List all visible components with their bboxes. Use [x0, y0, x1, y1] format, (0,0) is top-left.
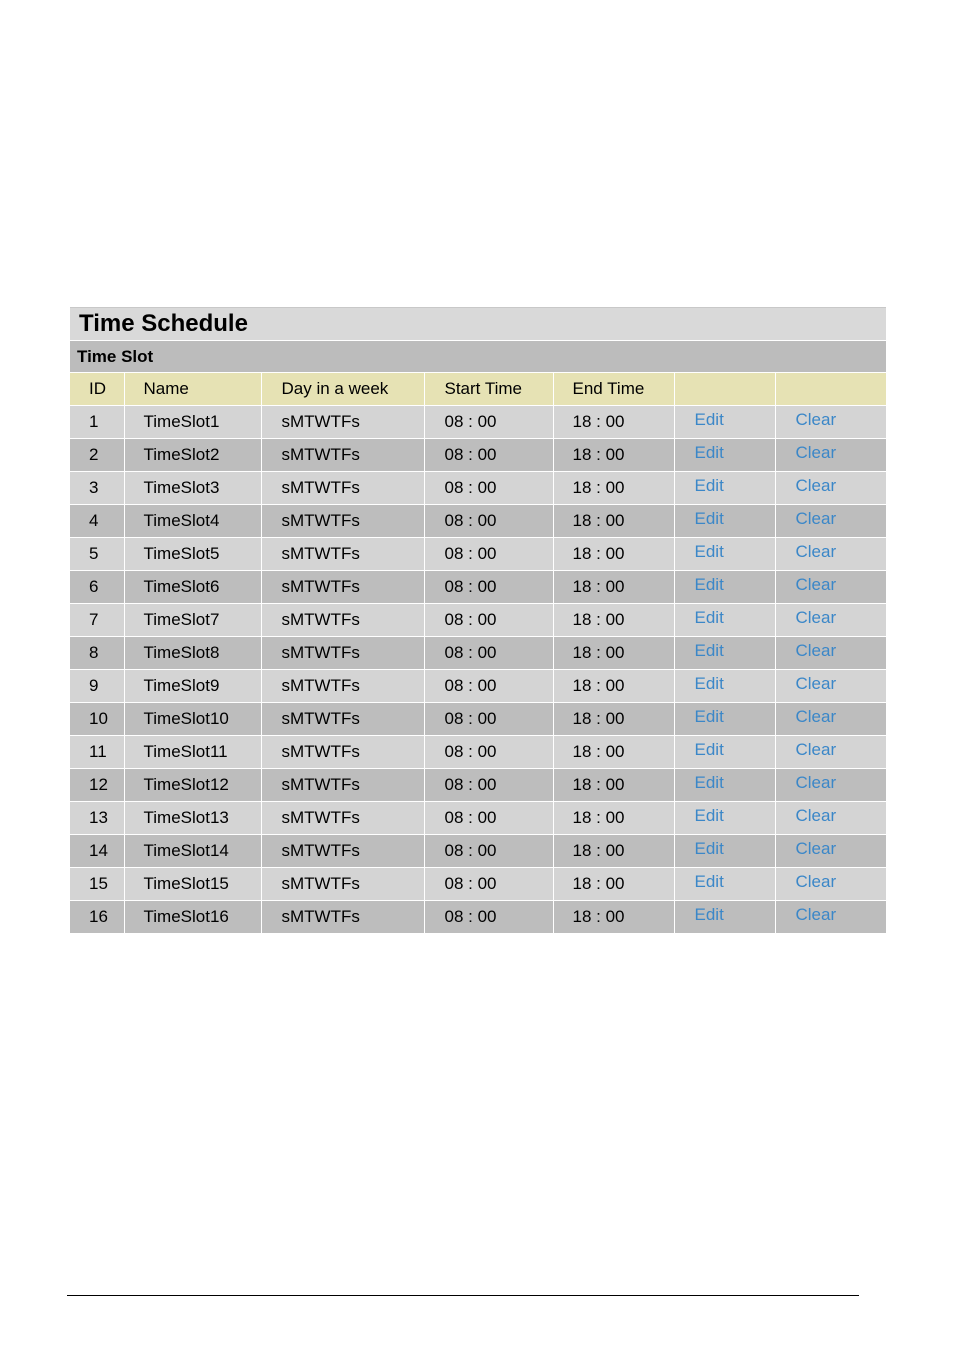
slot-start-time-cell: 08 : 00	[424, 835, 553, 868]
slot-id-cell: 13	[70, 802, 124, 835]
slot-start-time-cell: 08 : 00	[424, 604, 553, 637]
slot-days-cell: sMTWTFs	[261, 736, 424, 769]
clear-link[interactable]: Clear	[795, 872, 837, 891]
slot-end-time-cell: 18 : 00	[553, 703, 674, 736]
slot-start-time-cell: 08 : 00	[424, 406, 553, 439]
edit-link[interactable]: Edit	[694, 476, 724, 495]
table-row	[70, 835, 886, 868]
slot-name-cell: TimeSlot1	[124, 406, 261, 439]
slot-end-time-cell: 18 : 00	[553, 406, 674, 439]
table-row	[70, 736, 886, 769]
edit-link-cell	[674, 505, 775, 538]
edit-link-cell	[674, 472, 775, 505]
clear-link-cell	[775, 571, 886, 604]
slot-days-cell: sMTWTFs	[261, 571, 424, 604]
slot-days-cell: sMTWTFs	[261, 505, 424, 538]
edit-link[interactable]: Edit	[694, 872, 724, 891]
clear-link[interactable]: Clear	[795, 905, 837, 924]
slot-start-time-cell: 08 : 00	[424, 802, 553, 835]
edit-link[interactable]: Edit	[694, 443, 724, 462]
clear-link-cell	[775, 406, 886, 439]
slot-id-cell: 12	[70, 769, 124, 802]
clear-link[interactable]: Clear	[795, 476, 837, 495]
edit-link-cell	[674, 769, 775, 802]
table-row	[70, 505, 886, 538]
table-row	[70, 571, 886, 604]
edit-link[interactable]: Edit	[694, 740, 724, 759]
slot-end-time-cell: 18 : 00	[553, 835, 674, 868]
column-header-name: Name	[124, 373, 261, 406]
slot-name-cell: TimeSlot11	[124, 736, 261, 769]
slot-name-cell: TimeSlot2	[124, 439, 261, 472]
table-row	[70, 439, 886, 472]
slot-days-cell: sMTWTFs	[261, 637, 424, 670]
time-slot-table	[70, 372, 886, 933]
edit-link[interactable]: Edit	[694, 905, 724, 924]
column-header-day: Day in a week	[261, 373, 424, 406]
table-header-row	[70, 373, 886, 406]
table-row	[70, 703, 886, 736]
slot-name-cell: TimeSlot10	[124, 703, 261, 736]
slot-end-time-cell: 18 : 00	[553, 439, 674, 472]
edit-link-cell	[674, 538, 775, 571]
slot-id-cell: 16	[70, 901, 124, 934]
footer-divider	[67, 1295, 859, 1296]
table-row	[70, 769, 886, 802]
column-header-id: ID	[70, 373, 124, 406]
clear-link-cell	[775, 505, 886, 538]
slot-name-cell: TimeSlot16	[124, 901, 261, 934]
slot-days-cell: sMTWTFs	[261, 439, 424, 472]
slot-days-cell: sMTWTFs	[261, 835, 424, 868]
slot-start-time-cell: 08 : 00	[424, 505, 553, 538]
column-header-end-time: End Time	[553, 373, 674, 406]
slot-days-cell: sMTWTFs	[261, 703, 424, 736]
slot-start-time-cell: 08 : 00	[424, 670, 553, 703]
slot-start-time-cell: 08 : 00	[424, 736, 553, 769]
slot-id-cell: 7	[70, 604, 124, 637]
clear-link-cell	[775, 802, 886, 835]
edit-link[interactable]: Edit	[694, 575, 724, 594]
edit-link-cell	[674, 604, 775, 637]
slot-id-cell: 2	[70, 439, 124, 472]
table-row	[70, 670, 886, 703]
edit-link-cell	[674, 901, 775, 934]
clear-link[interactable]: Clear	[795, 740, 837, 759]
column-header-edit	[674, 373, 775, 406]
slot-end-time-cell: 18 : 00	[553, 505, 674, 538]
slot-start-time-cell: 08 : 00	[424, 769, 553, 802]
clear-link-cell	[775, 604, 886, 637]
slot-id-cell: 15	[70, 868, 124, 901]
slot-start-time-cell: 08 : 00	[424, 571, 553, 604]
edit-link[interactable]: Edit	[694, 839, 724, 858]
slot-start-time-cell: 08 : 00	[424, 901, 553, 934]
clear-link[interactable]: Clear	[795, 608, 837, 627]
slot-end-time-cell: 18 : 00	[553, 637, 674, 670]
clear-link-cell	[775, 538, 886, 571]
slot-name-cell: TimeSlot6	[124, 571, 261, 604]
edit-link-cell	[674, 703, 775, 736]
slot-start-time-cell: 08 : 00	[424, 538, 553, 571]
slot-end-time-cell: 18 : 00	[553, 472, 674, 505]
slot-name-cell: TimeSlot5	[124, 538, 261, 571]
clear-link[interactable]: Clear	[795, 509, 837, 528]
slot-days-cell: sMTWTFs	[261, 802, 424, 835]
slot-end-time-cell: 18 : 00	[553, 868, 674, 901]
slot-name-cell: TimeSlot8	[124, 637, 261, 670]
slot-days-cell: sMTWTFs	[261, 472, 424, 505]
edit-link[interactable]: Edit	[694, 410, 724, 429]
clear-link[interactable]: Clear	[795, 575, 837, 594]
clear-link-cell	[775, 637, 886, 670]
clear-link-cell	[775, 769, 886, 802]
edit-link[interactable]: Edit	[694, 806, 724, 825]
slot-end-time-cell: 18 : 00	[553, 670, 674, 703]
table-row	[70, 868, 886, 901]
section-title: Time Slot	[70, 340, 886, 372]
edit-link[interactable]: Edit	[694, 641, 724, 660]
table-row	[70, 406, 886, 439]
clear-link[interactable]: Clear	[795, 839, 837, 858]
slot-name-cell: TimeSlot9	[124, 670, 261, 703]
edit-link-cell	[674, 571, 775, 604]
clear-link[interactable]: Clear	[795, 773, 837, 792]
edit-link[interactable]: Edit	[694, 608, 724, 627]
panel-title: Time Schedule	[70, 307, 886, 340]
edit-link-cell	[674, 670, 775, 703]
slot-id-cell: 3	[70, 472, 124, 505]
slot-start-time-cell: 08 : 00	[424, 868, 553, 901]
slot-end-time-cell: 18 : 00	[553, 802, 674, 835]
edit-link-cell	[674, 868, 775, 901]
edit-link-cell	[674, 835, 775, 868]
slot-name-cell: TimeSlot3	[124, 472, 261, 505]
slot-name-cell: TimeSlot14	[124, 835, 261, 868]
slot-id-cell: 5	[70, 538, 124, 571]
clear-link[interactable]: Clear	[795, 707, 837, 726]
slot-id-cell: 10	[70, 703, 124, 736]
slot-end-time-cell: 18 : 00	[553, 604, 674, 637]
clear-link-cell	[775, 736, 886, 769]
edit-link-cell	[674, 637, 775, 670]
slot-name-cell: TimeSlot7	[124, 604, 261, 637]
table-row	[70, 472, 886, 505]
slot-id-cell: 9	[70, 670, 124, 703]
column-header-clear	[775, 373, 886, 406]
clear-link[interactable]: Clear	[795, 542, 837, 561]
edit-link-cell	[674, 439, 775, 472]
clear-link-cell	[775, 901, 886, 934]
slot-id-cell: 4	[70, 505, 124, 538]
clear-link-cell	[775, 835, 886, 868]
table-row	[70, 538, 886, 571]
slot-end-time-cell: 18 : 00	[553, 769, 674, 802]
table-row	[70, 802, 886, 835]
table-row	[70, 901, 886, 934]
slot-days-cell: sMTWTFs	[261, 406, 424, 439]
edit-link[interactable]: Edit	[694, 773, 724, 792]
slot-start-time-cell: 08 : 00	[424, 637, 553, 670]
clear-link-cell	[775, 472, 886, 505]
clear-link[interactable]: Clear	[795, 641, 837, 660]
clear-link-cell	[775, 868, 886, 901]
slot-name-cell: TimeSlot13	[124, 802, 261, 835]
edit-link[interactable]: Edit	[694, 707, 724, 726]
slot-days-cell: sMTWTFs	[261, 868, 424, 901]
slot-start-time-cell: 08 : 00	[424, 439, 553, 472]
slot-name-cell: TimeSlot4	[124, 505, 261, 538]
clear-link-cell	[775, 703, 886, 736]
edit-link-cell	[674, 736, 775, 769]
slot-end-time-cell: 18 : 00	[553, 901, 674, 934]
slot-name-cell: TimeSlot12	[124, 769, 261, 802]
slot-days-cell: sMTWTFs	[261, 538, 424, 571]
slot-days-cell: sMTWTFs	[261, 769, 424, 802]
slot-id-cell: 8	[70, 637, 124, 670]
slot-id-cell: 6	[70, 571, 124, 604]
time-schedule-panel	[70, 307, 886, 933]
clear-link[interactable]: Clear	[795, 674, 837, 693]
slot-end-time-cell: 18 : 00	[553, 538, 674, 571]
clear-link-cell	[775, 670, 886, 703]
edit-link[interactable]: Edit	[694, 674, 724, 693]
clear-link[interactable]: Clear	[795, 806, 837, 825]
slot-name-cell: TimeSlot15	[124, 868, 261, 901]
slot-days-cell: sMTWTFs	[261, 670, 424, 703]
slot-end-time-cell: 18 : 00	[553, 571, 674, 604]
clear-link[interactable]: Clear	[795, 410, 837, 429]
slot-days-cell: sMTWTFs	[261, 901, 424, 934]
slot-end-time-cell: 18 : 00	[553, 736, 674, 769]
table-row	[70, 604, 886, 637]
slot-start-time-cell: 08 : 00	[424, 472, 553, 505]
slot-id-cell: 1	[70, 406, 124, 439]
column-header-start-time: Start Time	[424, 373, 553, 406]
slot-start-time-cell: 08 : 00	[424, 703, 553, 736]
edit-link-cell	[674, 406, 775, 439]
edit-link[interactable]: Edit	[694, 542, 724, 561]
clear-link[interactable]: Clear	[795, 443, 837, 462]
clear-link-cell	[775, 439, 886, 472]
edit-link-cell	[674, 802, 775, 835]
slot-days-cell: sMTWTFs	[261, 604, 424, 637]
edit-link[interactable]: Edit	[694, 509, 724, 528]
slot-id-cell: 11	[70, 736, 124, 769]
table-row	[70, 637, 886, 670]
slot-id-cell: 14	[70, 835, 124, 868]
